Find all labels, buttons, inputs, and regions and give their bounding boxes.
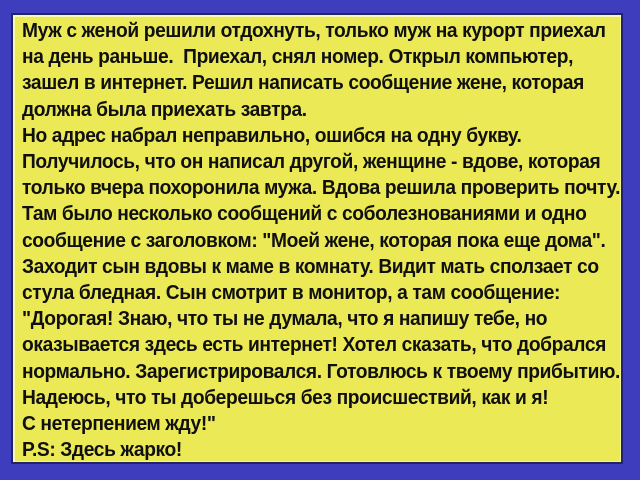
joke-text-panel xyxy=(11,13,623,464)
story-line: на день раньше. Приехал, снял номер. Открыл компьютер, xyxy=(22,46,574,69)
story-line: Но адрес набрал неправильно, ошибся на одну букву. xyxy=(22,124,522,147)
story-line: Муж с женой решили отдохнуть, только муж на курорт приехал xyxy=(22,20,606,42)
story-line: сообщение с заголовком: "Моей жене, которая пока еще дома". xyxy=(22,229,606,252)
story-line: оказывается здесь есть интернет! Хотел сказать, что добрался xyxy=(22,334,606,357)
story-line: P.S: Здесь жарко! xyxy=(22,439,182,462)
story-line: стула бледная. Сын смотрит в монитор, а там сообщение: xyxy=(22,282,561,305)
story-line: только вчера похоронила мужа. Вдова решила проверить почту. xyxy=(22,177,621,200)
story-line: Надеюсь, что ты доберешься без происшествий, как и я! xyxy=(22,386,549,409)
story-line: Там было несколько сообщений с соболезнованиями и одно xyxy=(22,203,587,226)
story-line: нормально. Зарегистрировался. Готовлюсь к твоему прибытию. xyxy=(22,360,620,383)
story-line: должна была приехать завтра. xyxy=(22,98,307,121)
story-line: Заходит сын вдовы к маме в комнату. Видит мать сползает со xyxy=(22,255,599,278)
story-line: "Дорогая! Знаю, что ты не думала, что я напишу тебе, но xyxy=(22,308,548,331)
story-line: Получилось, что он написал другой, женщине - вдове, которая xyxy=(22,151,601,174)
story-line: зашел в интернет. Решил написать сообщение жене, которая xyxy=(22,72,584,95)
story-line: С нетерпением жду!" xyxy=(22,413,216,436)
